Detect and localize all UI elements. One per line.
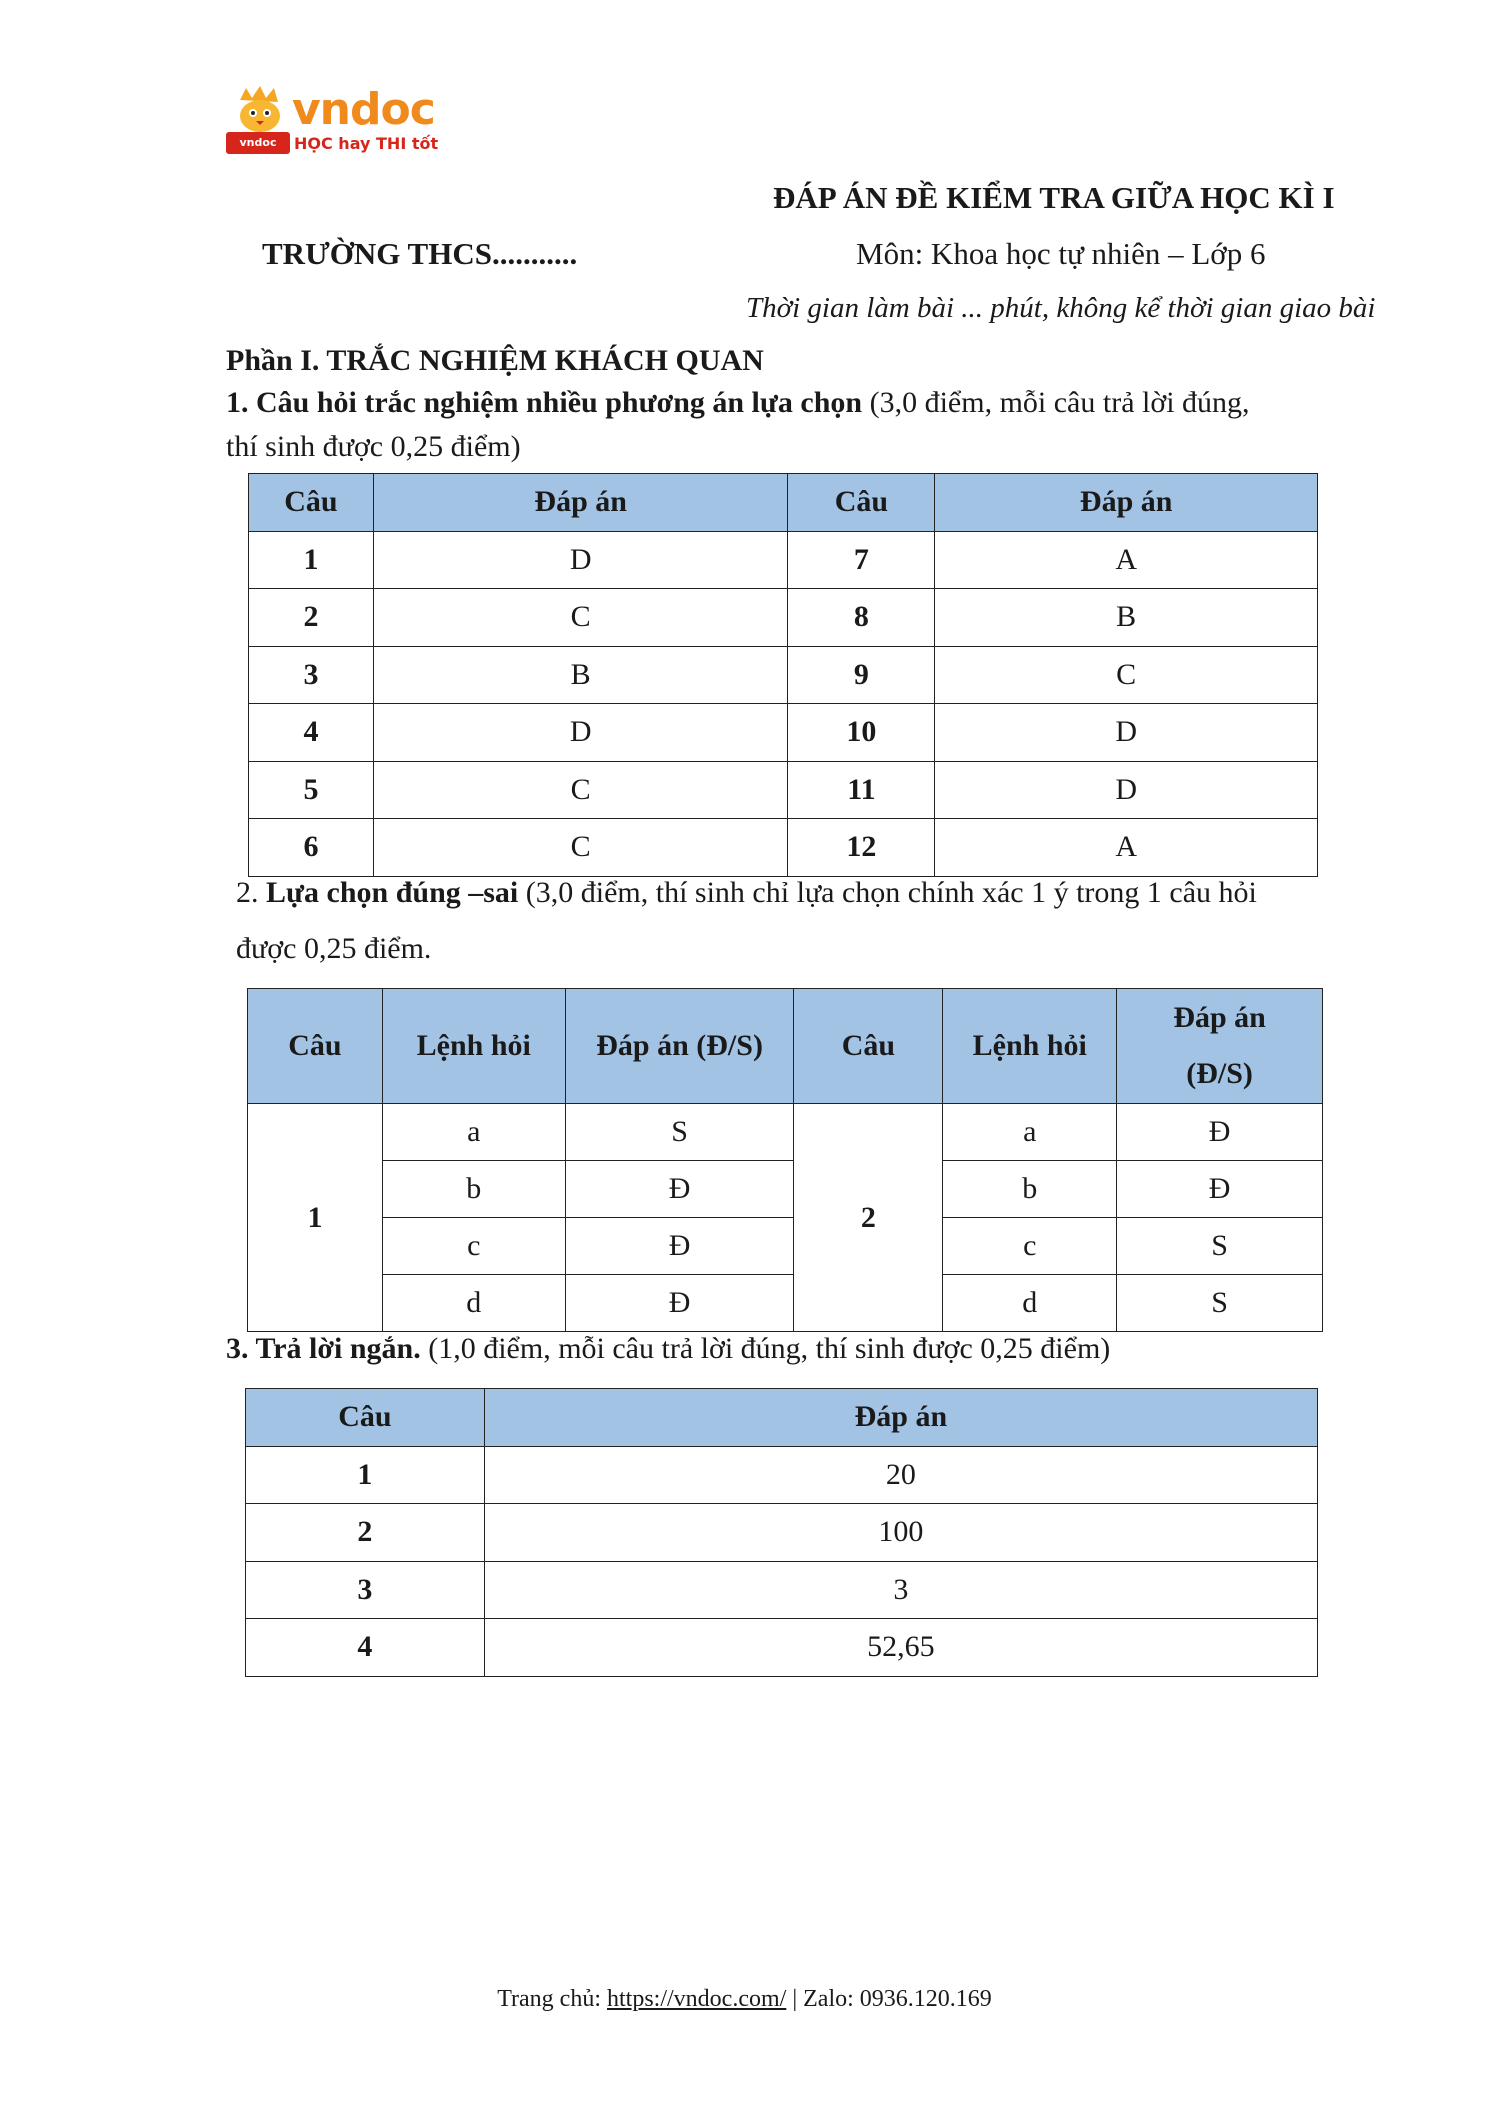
answer-cell: S xyxy=(1117,1275,1323,1332)
table-row xyxy=(249,704,1318,762)
table-row xyxy=(249,531,1318,589)
page-footer xyxy=(0,1986,1489,2013)
answer-cell: Đ xyxy=(1117,1161,1323,1218)
homepage-link[interactable]: https://vndoc.com/ xyxy=(607,1986,787,2012)
table-header-row xyxy=(248,989,1323,1104)
table-header-row xyxy=(246,1389,1318,1447)
slogan-part-1: HỌC hay xyxy=(294,134,371,153)
logo-brand: vndoc xyxy=(292,84,435,135)
table-row xyxy=(249,589,1318,647)
section2-desc: (3,0 điểm, thí sinh chỉ lựa chọn chính xác 1 ý trong 1 câu hỏi xyxy=(518,876,1257,909)
answer-cell: C xyxy=(935,646,1318,704)
statement-cell: c xyxy=(943,1218,1117,1275)
answer-cell: Đ xyxy=(1117,1104,1323,1161)
header-cell-line-1: Đáp án xyxy=(1173,1001,1266,1034)
section1-title: 1. Câu hỏi trắc nghiệm nhiều phương án lựa chọn xyxy=(226,386,863,419)
school-name: TRƯỜNG THCS........... xyxy=(262,236,578,271)
section3-heading xyxy=(226,1332,1110,1366)
question-cell: 1 xyxy=(249,531,374,589)
question-cell: 2 xyxy=(249,589,374,647)
slogan-part-2: THI tốt xyxy=(376,134,439,153)
table-row xyxy=(248,1275,1323,1332)
question-cell: 9 xyxy=(788,646,935,704)
answer-cell: D xyxy=(373,704,788,762)
section1-heading xyxy=(226,386,1250,420)
answer-cell: Đ xyxy=(565,1275,794,1332)
question-cell: 5 xyxy=(249,761,374,819)
answer-cell: B xyxy=(373,646,788,704)
answer-cell: 100 xyxy=(484,1504,1317,1562)
statement-cell: d xyxy=(943,1275,1117,1332)
statement-cell: c xyxy=(382,1218,565,1275)
header-cell: Câu xyxy=(249,474,374,532)
header-cell: Câu xyxy=(788,474,935,532)
footer-zalo: | Zalo: 0936.120.169 xyxy=(786,1986,992,2012)
header-cell xyxy=(1117,989,1323,1104)
statement-cell: b xyxy=(382,1161,565,1218)
part1-title: Phần I. TRẮC NGHIỆM KHÁCH QUAN xyxy=(226,344,764,377)
header-cell: Câu xyxy=(246,1389,485,1447)
header-cell: Lệnh hỏi xyxy=(943,989,1117,1104)
table-row xyxy=(248,1104,1323,1161)
answer-cell: C xyxy=(373,589,788,647)
header-cell: Câu xyxy=(248,989,383,1104)
section2-title: Lựa chọn đúng –sai xyxy=(266,876,519,909)
answer-cell: Đ xyxy=(565,1161,794,1218)
mascot-icon xyxy=(230,86,290,136)
table-row xyxy=(246,1446,1318,1504)
logo-slogan xyxy=(294,134,438,153)
section2-num: 2. xyxy=(236,876,266,909)
footer-prefix: Trang chủ: xyxy=(497,1986,607,2012)
section3-title: 3. Trả lời ngắn. xyxy=(226,1332,421,1365)
question-cell: 10 xyxy=(788,704,935,762)
time-note: Thời gian làm bài ... phút, không kể thời gian giao bài xyxy=(746,292,1376,324)
table-row xyxy=(248,1218,1323,1275)
table-row xyxy=(246,1504,1318,1562)
question-cell: 3 xyxy=(246,1561,485,1619)
question-cell: 4 xyxy=(249,704,374,762)
question-cell: 6 xyxy=(249,819,374,877)
answer-cell: 52,65 xyxy=(484,1619,1317,1677)
header-cell: Đáp án xyxy=(484,1389,1317,1447)
answer-cell: A xyxy=(935,819,1318,877)
question-cell: 2 xyxy=(246,1504,485,1562)
answer-cell: S xyxy=(1117,1218,1323,1275)
exam-title: ĐÁP ÁN ĐỀ KIỂM TRA GIỮA HỌC KÌ I xyxy=(773,180,1335,215)
header-cell: Đáp án xyxy=(935,474,1318,532)
answer-cell: D xyxy=(373,531,788,589)
answer-cell: S xyxy=(565,1104,794,1161)
vndoc-logo xyxy=(222,86,442,162)
logo-badge: vndoc xyxy=(226,132,290,154)
answer-cell: C xyxy=(373,761,788,819)
header-cell: Câu xyxy=(794,989,943,1104)
answer-cell: C xyxy=(373,819,788,877)
answer-cell: B xyxy=(935,589,1318,647)
statement-cell: b xyxy=(943,1161,1117,1218)
section2-desc-2: được 0,25 điểm. xyxy=(236,932,432,965)
answer-cell: 20 xyxy=(484,1446,1317,1504)
table-header-row xyxy=(249,474,1318,532)
question-cell: 12 xyxy=(788,819,935,877)
true-false-answer-table xyxy=(247,988,1323,1332)
table-row xyxy=(246,1619,1318,1677)
header-cell: Đáp án xyxy=(373,474,788,532)
subject-line: Môn: Khoa học tự nhiên – Lớp 6 xyxy=(856,236,1266,271)
answer-cell: 3 xyxy=(484,1561,1317,1619)
section3-desc: (1,0 điểm, mỗi câu trả lời đúng, thí sinh được 0,25 điểm) xyxy=(420,1332,1111,1365)
question-cell: 2 xyxy=(794,1104,943,1332)
header-cell: Đáp án (Đ/S) xyxy=(565,989,794,1104)
table-row xyxy=(248,1161,1323,1218)
question-cell: 11 xyxy=(788,761,935,819)
question-cell: 1 xyxy=(246,1446,485,1504)
question-cell: 7 xyxy=(788,531,935,589)
answer-cell: A xyxy=(935,531,1318,589)
question-cell: 4 xyxy=(246,1619,485,1677)
section1-desc-2: thí sinh được 0,25 điểm) xyxy=(226,430,521,463)
header-cell-line-2: (Đ/S) xyxy=(1186,1057,1253,1090)
answer-cell: Đ xyxy=(565,1218,794,1275)
statement-cell: a xyxy=(382,1104,565,1161)
section2-heading xyxy=(236,876,1257,910)
table-row xyxy=(249,646,1318,704)
table-row xyxy=(246,1561,1318,1619)
statement-cell: d xyxy=(382,1275,565,1332)
short-answer-table xyxy=(245,1388,1318,1677)
question-cell: 1 xyxy=(248,1104,383,1332)
statement-cell: a xyxy=(943,1104,1117,1161)
header-cell: Lệnh hỏi xyxy=(382,989,565,1104)
table-row xyxy=(249,819,1318,877)
section1-desc: (3,0 điểm, mỗi câu trả lời đúng, xyxy=(862,386,1250,419)
question-cell: 8 xyxy=(788,589,935,647)
multiple-choice-answer-table xyxy=(248,473,1318,877)
answer-cell: D xyxy=(935,704,1318,762)
table-row xyxy=(249,761,1318,819)
answer-cell: D xyxy=(935,761,1318,819)
question-cell: 3 xyxy=(249,646,374,704)
